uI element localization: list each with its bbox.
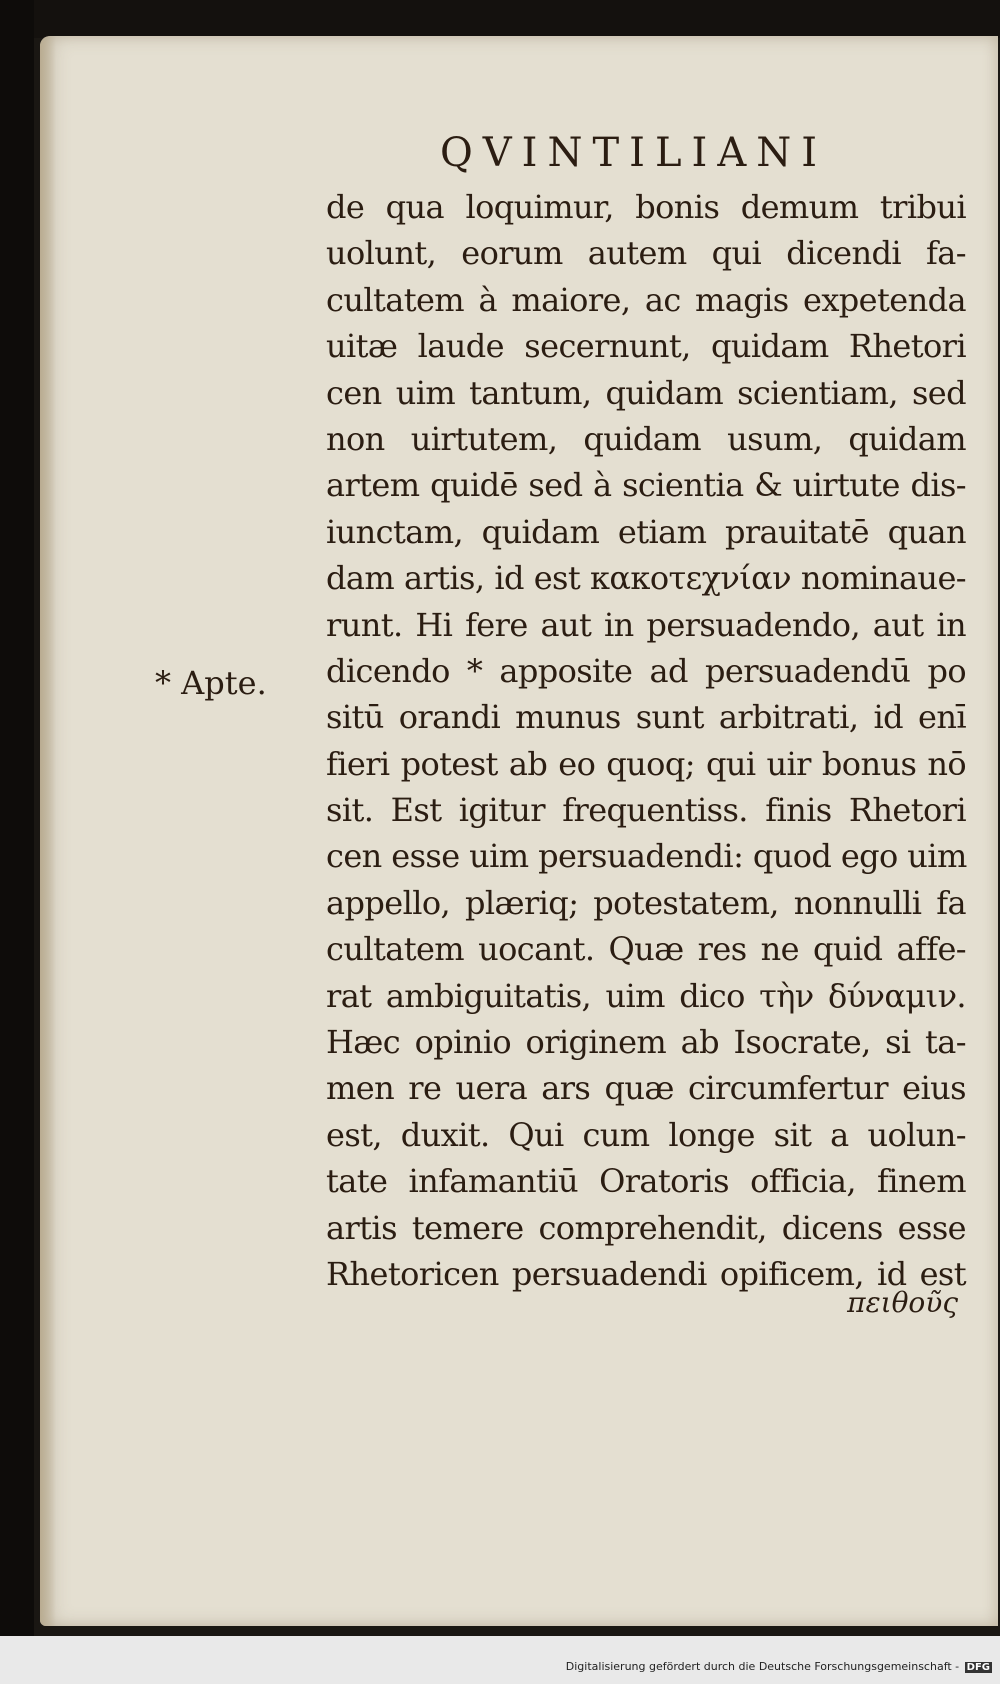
text-line: sitū orandi munus sunt arbitrati, id enī — [326, 698, 966, 737]
text-line: Hæc opinio originem ab Isocrate, si ta- — [326, 1023, 966, 1062]
scan-top-border — [0, 0, 1000, 38]
text-line: uitæ laude secernunt, quidam Rhetori — [326, 327, 966, 366]
text-line: artem quidē sed à scientia & uirtute dis- — [326, 466, 966, 505]
text-line: men re uera ars quæ circumfertur eius — [326, 1069, 966, 1108]
text-line: rat ambiguitatis, uim dico τὴν δύναμιν. — [326, 976, 966, 1015]
text-line: non uirtutem, quidam usum, quidam — [326, 419, 966, 458]
text-line: Rhetoricen persuadendi opificem, id est — [326, 1254, 966, 1293]
text-line: sit. Est igitur frequentiss. finis Rhetori — [326, 791, 966, 830]
text-line: cen esse uim persuadendi: quod ego uim — [326, 837, 967, 876]
text-line: cultatem à maiore, ac magis expetenda — [326, 280, 966, 319]
credit-text: Digitalisierung gefördert durch die Deutsche Forschungsgemeinschaft - — [565, 1660, 960, 1673]
digitization-credit — [566, 1660, 992, 1673]
text-line: de qua loquimur, bonis demum tribui — [326, 188, 966, 226]
text-line: cultatem uocant. Quæ res ne quid affe- — [326, 930, 966, 969]
catchword: πειθοῦς — [847, 1286, 958, 1319]
text-line: fieri potest ab eo quoq; qui uir bonus nō — [326, 744, 966, 783]
text-line: dicendo * apposite ad persuadendū po — [326, 651, 966, 690]
text-line: runt. Hi fere aut in persuadendo, aut in — [326, 605, 966, 644]
text-line: uolunt, eorum autem qui dicendi fa- — [326, 234, 966, 273]
marginal-note: * Apte. — [155, 664, 267, 702]
text-block — [326, 184, 966, 1297]
dfg-logo: DFG — [966, 1662, 990, 1673]
running-header: QVINTILIANI — [440, 130, 828, 176]
text-line: tate infamantiū Oratoris officia, finem — [326, 1162, 966, 1201]
text-line: artis temere comprehendit, dicens esse — [326, 1208, 966, 1247]
text-line: dam artis, id est κακοτεχνίαν nominaue- — [326, 559, 966, 598]
text-line: iunctam, quidam etiam prauitatē quan — [326, 512, 966, 551]
text-line: appello, plæriq; potestatem, nonnulli fa — [326, 883, 966, 922]
text-line: est, duxit. Qui cum longe sit a uolun- — [326, 1115, 966, 1154]
page-gutter-shadow — [40, 36, 56, 1626]
book-spine-edge — [0, 0, 34, 1684]
text-line: cen uim tantum, quidam scientiam, sed — [326, 373, 966, 412]
